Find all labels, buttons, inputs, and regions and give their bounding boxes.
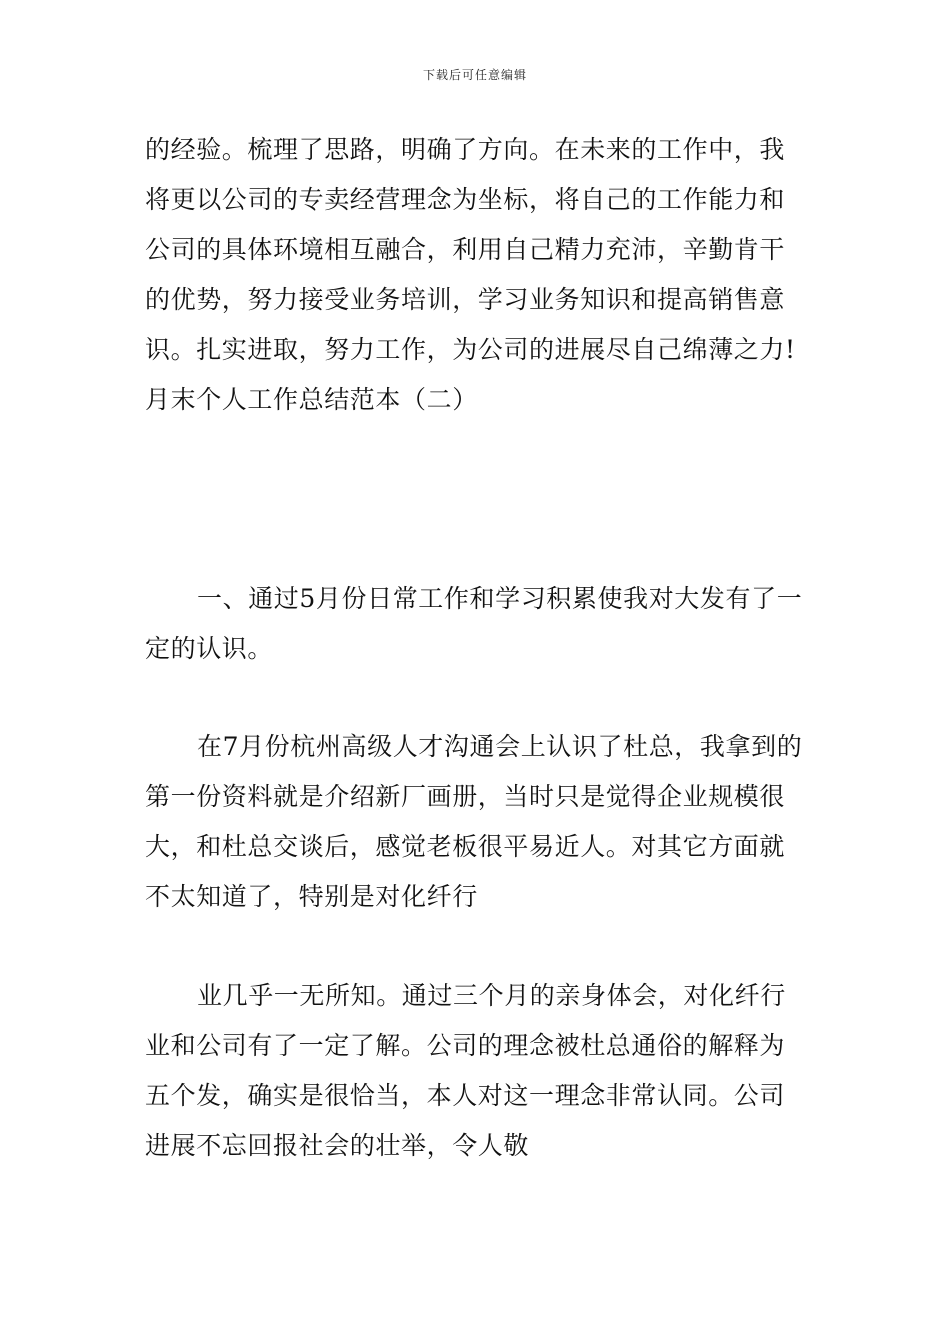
- text-line: 公司的具体环境相互融合，利用自己精力充沛，辛勤肯干: [145, 235, 786, 264]
- text-line: 的优势，努力接受业务培训，学习业务知识和提高销售意: [145, 285, 786, 314]
- text-line: 在7月份杭州高级人才沟通会上认识了杜总，我拿到的: [197, 732, 803, 761]
- text-line: 第一份资料就是介绍新厂画册，当时只是觉得企业规模很: [145, 782, 786, 811]
- text-line: 定的认识。: [145, 634, 274, 663]
- text-line: 一、通过5月份日常工作和学习积累使我对大发有了一: [197, 584, 803, 613]
- text-line: 的经验。梳理了思路，明确了方向。在未来的工作中，我: [145, 135, 786, 164]
- paragraph-3: [145, 722, 810, 922]
- text-line: 不太知道了，特别是对化纤行: [145, 882, 478, 911]
- paragraph-1: [145, 125, 810, 375]
- text-line: 识。扎实进取，努力工作，为公司的进展尽自己绵薄之力!: [145, 335, 796, 364]
- section-title-text: 月末个人工作总结范本（二）: [145, 385, 478, 414]
- text-line: 大，和杜总交谈后，感觉老板很平易近人。对其它方面就: [145, 832, 786, 861]
- text-line: 业几乎一无所知。通过三个月的亲身体会，对化纤行: [197, 981, 786, 1010]
- text-line: 进展不忘回报社会的壮举，令人敬: [145, 1131, 530, 1160]
- text-line: 将更以公司的专卖经营理念为坐标，将自己的工作能力和: [145, 185, 786, 214]
- paragraph-4: [145, 971, 810, 1171]
- paragraph-2: [145, 574, 810, 674]
- page-header: 下载后可任意编辑: [422, 68, 527, 82]
- section-title: [145, 375, 810, 425]
- text-line: 五个发，确实是很恰当，本人对这一理念非常认同。公司: [145, 1081, 786, 1110]
- text-line: 业和公司有了一定了解。公司的理念被杜总通俗的解释为: [145, 1031, 786, 1060]
